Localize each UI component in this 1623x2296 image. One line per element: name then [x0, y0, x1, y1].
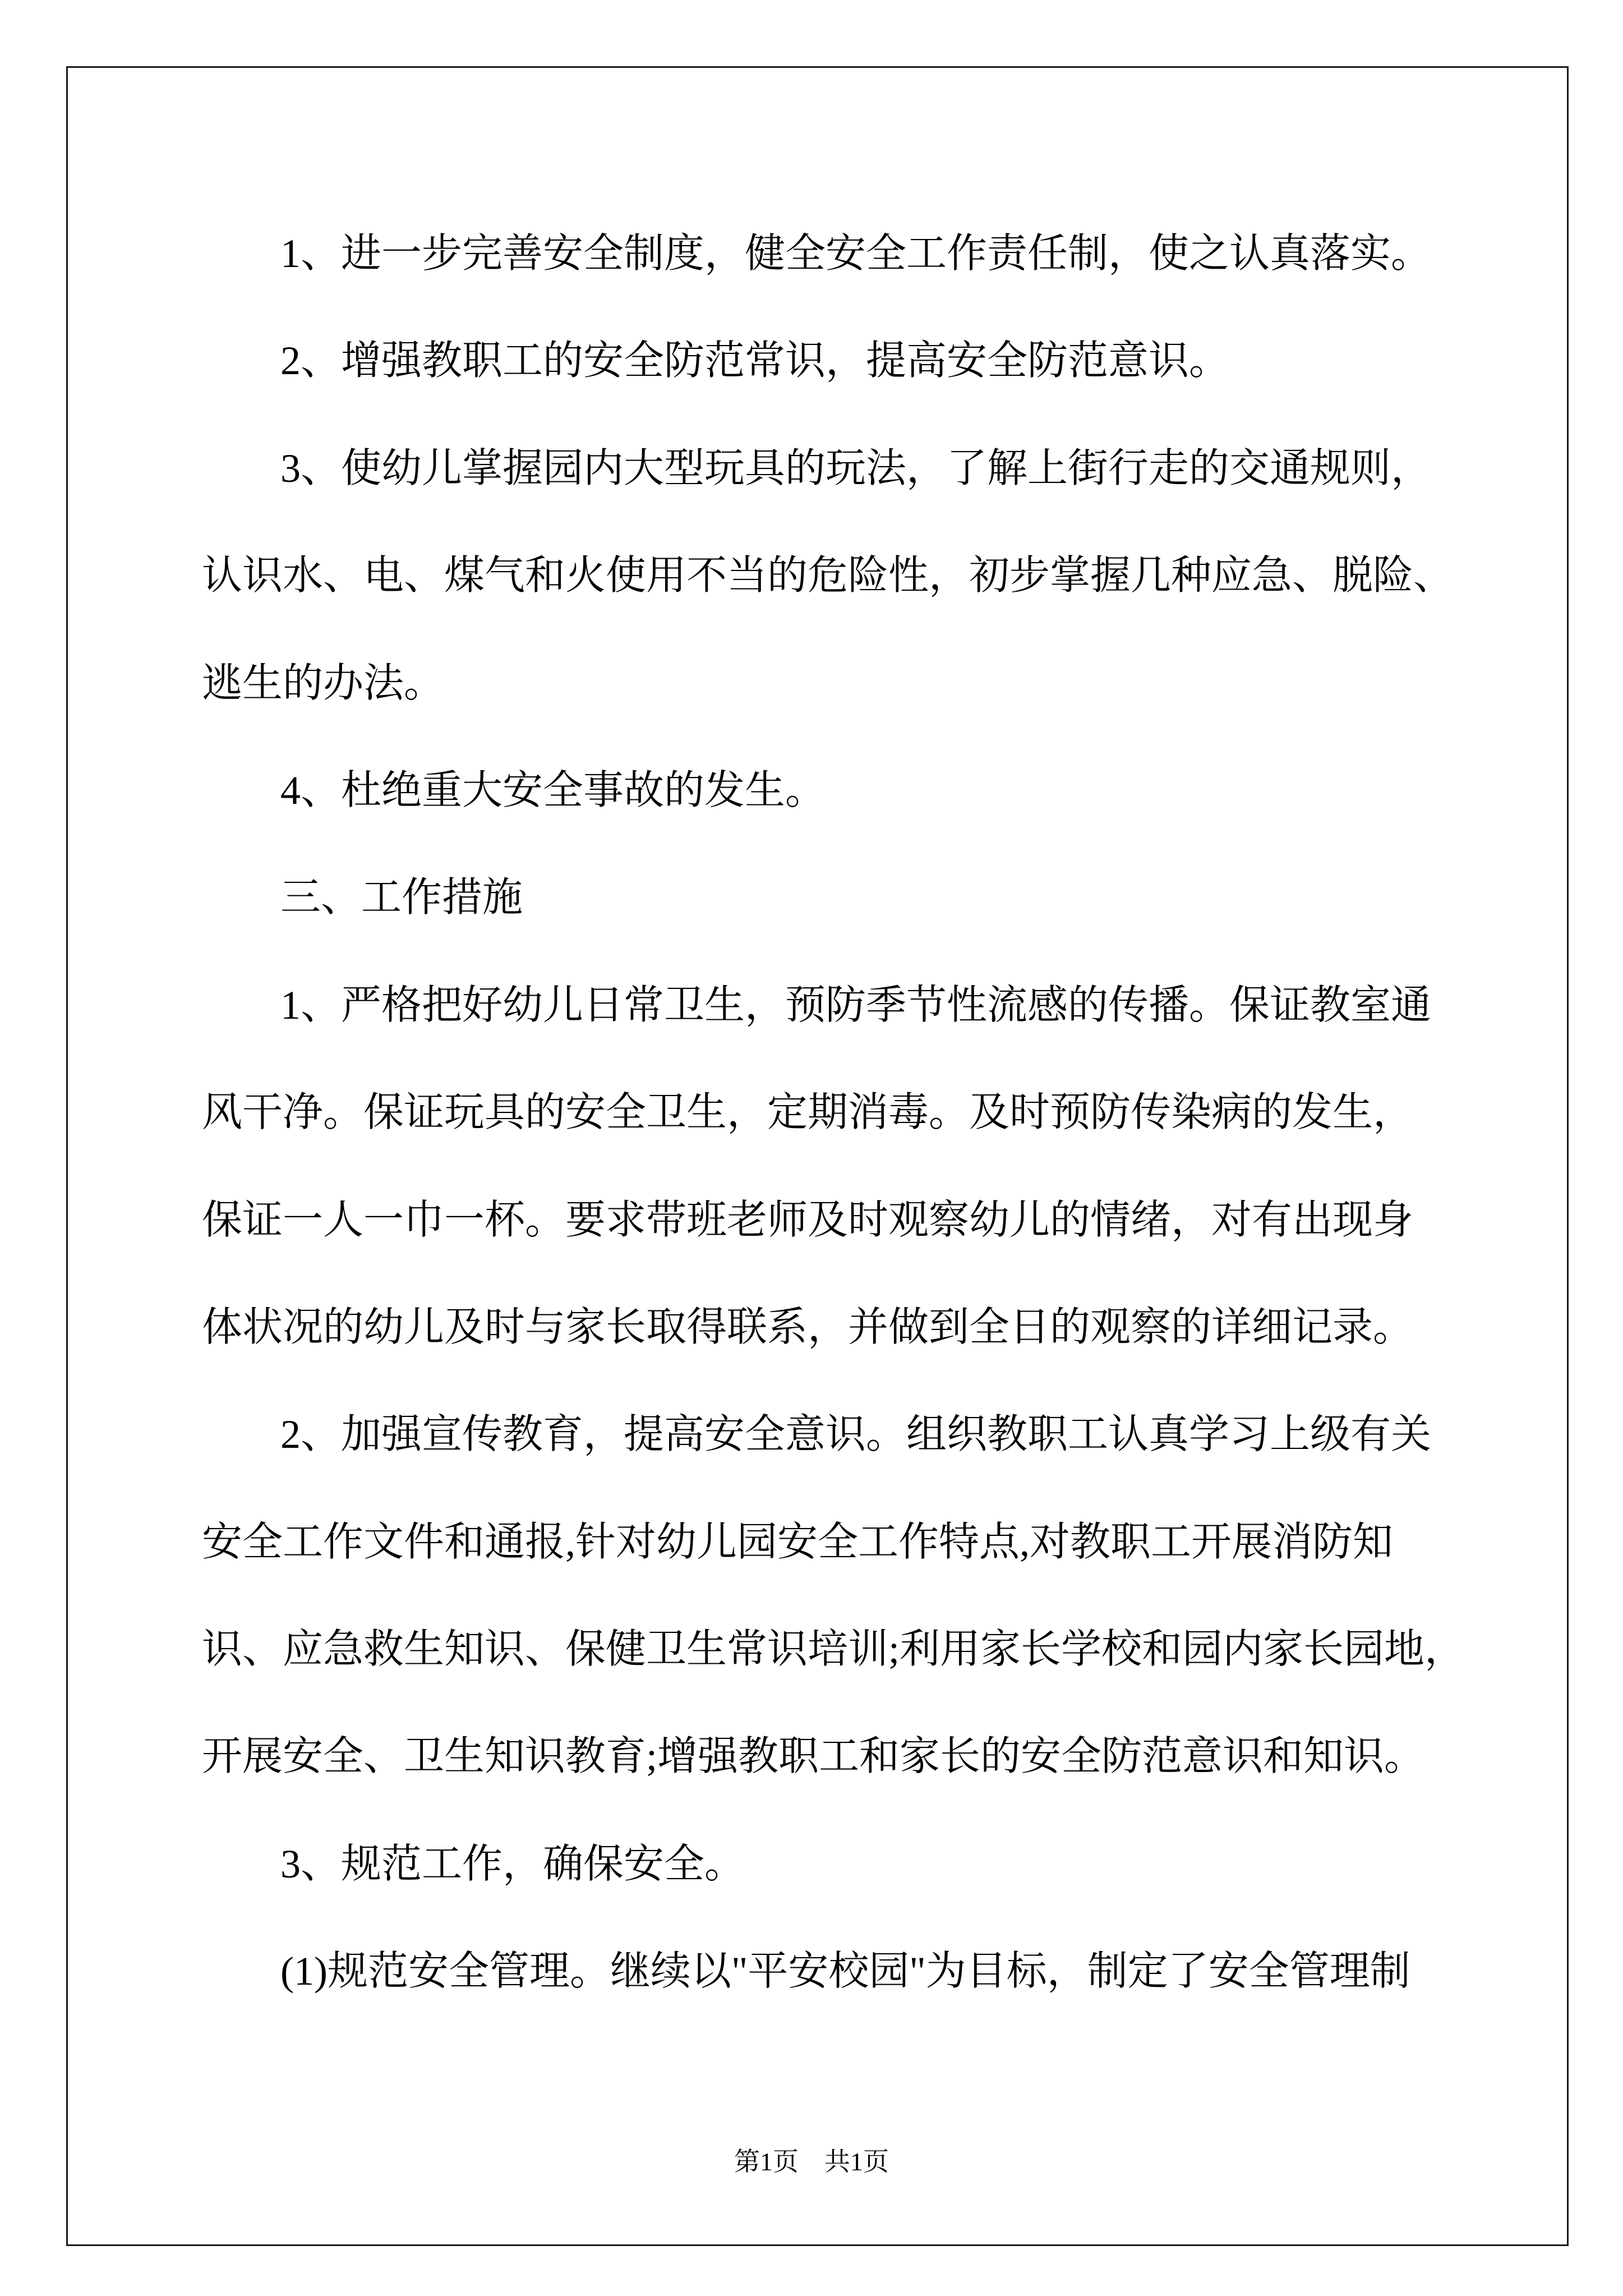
text-line: 逃生的办法。	[202, 660, 445, 706]
text-line: 2、增强教职工的安全防范常识，提高安全防范意识。	[280, 338, 1230, 384]
document-body	[202, 200, 1537, 2026]
heading-text: 三、工作措施	[280, 875, 523, 921]
measure-item-3	[202, 1811, 1537, 1918]
text-line: 4、杜绝重大安全事故的发生。	[280, 767, 826, 813]
text-line: 1、严格把好幼儿日常卫生，预防季节性流感的传播。保证教室通	[280, 982, 1432, 1028]
section-heading	[202, 844, 1537, 951]
text-line: 3、使幼儿掌握园内大型玩具的玩法，了解上街行走的交通规则，	[280, 445, 1432, 491]
text-line: 体状况的幼儿及时与家长取得联系，并做到全日的观察的详细记录。	[202, 1304, 1414, 1350]
measure-item-2	[202, 1381, 1537, 1811]
goal-item-2	[202, 307, 1537, 415]
goal-item-4	[202, 737, 1537, 844]
text-line: (1)规范安全管理。继续以"平安校园"为目标，制定了安全管理制	[280, 1949, 1410, 1994]
text-line: 1、进一步完善安全制度，健全安全工作责任制，使之认真落实。	[280, 231, 1432, 276]
goal-item-3	[202, 415, 1537, 737]
text-line: 风干净。保证玩具的安全卫生，定期消毒。及时预防传染病的发生，	[202, 1090, 1414, 1135]
text-line: 安全工作文件和通报,针对幼儿园安全工作特点,对教职工开展消防知	[202, 1519, 1394, 1565]
text-line: 3、规范工作，确保安全。	[280, 1841, 745, 1887]
text-line: 2、加强宣传教育，提高安全意识。组织教职工认真学习上级有关	[280, 1412, 1432, 1457]
text-line: 保证一人一巾一杯。要求带班老师及时观察幼儿的情绪，对有出现身	[202, 1197, 1414, 1243]
sub-item-1	[202, 1918, 1537, 2025]
text-line: 认识水、电、煤气和火使用不当的危险性，初步掌握几种应急、脱险、	[202, 553, 1454, 599]
text-line: 开展安全、卫生知识教育;增强教职工和家长的安全防范意识和知识。	[202, 1734, 1425, 1779]
text-line: 识、应急救生知识、保健卫生常识培训;利用家长学校和园内家长园地，	[202, 1627, 1465, 1672]
page-footer: 第1页 共1页	[734, 2147, 889, 2176]
goal-item-1	[202, 200, 1537, 307]
measure-item-1	[202, 952, 1537, 1382]
